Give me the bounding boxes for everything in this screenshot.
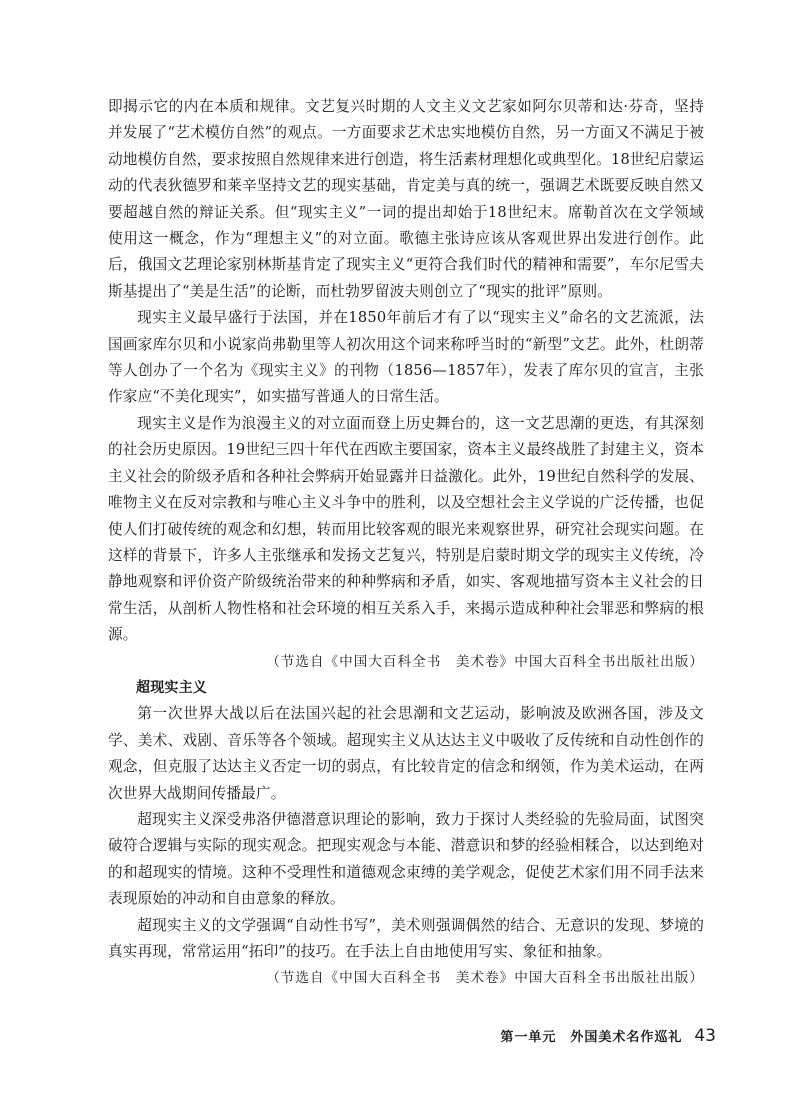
paragraph-surrealism-intro: 第一次世界大战以后在法国兴起的社会思潮和文艺运动，影响波及欧洲各国，涉及文学、美术、戏剧、音乐等各个领域。超现实主义从达达主义中吸收了反传统和自动性创作的观念，但克服了达达主义否定一切的弱点，有比较肯定的信念和纲领，作为美术运动，在两次世界大战期间传播最广。 bbox=[108, 705, 704, 802]
paragraph-realism-france: 现实主义最早盛行于法国，并在1850年前后才有了以“现实主义”命名的文艺流派，法国画家库尔贝和小说家尚弗勒里等人初次用这个词来称呼当时的“新型”文艺。此外，杜朗蒂等人创办了一个名为《现实主义》的刊物（1856—1857年），发表了库尔贝的宣言，主张作家应“不美化现实”，如实描写普通人的日常生活。 bbox=[108, 309, 704, 406]
paragraph-realism-history: 现实主义是作为浪漫主义的对立面而登上历史舞台的，这一文艺思潮的更迭，有其深刻的社会历史原因。19世纪三四十年代在西欧主要国家，资本主义最终战胜了封建主义，资本主义社会的阶级矛盾和各种社会弊病开始显露并日益激化。此外，19世纪自然科学的发展、唯物主义在反对宗教和与唯心主义斗争中的胜利，以及空想社会主义学说的广泛传播，也促使人们打破传统的观念和幻想，转而用比较客观的眼光来观察世界，研究社会现实问题。在这样的背景下，许多人主张继承和发扬文艺复兴，特别是启蒙时期文学的现实主义传统，冷静地观察和评价资产阶级统治带来的种种弊病和矛盾，如实、客观地描写资本主义社会的日常生活，从剖析人物性格和社会环境的相互关系入手，来揭示造成种种社会罪恶和弊病的根源。 bbox=[108, 414, 704, 644]
unit-label: 第一单元 外国美术名作巡礼 bbox=[500, 1030, 683, 1045]
page-footer bbox=[480, 1026, 716, 1046]
citation-surrealism: （节选自《中国大百科全书 美术卷》中国大百科全书出版社出版） bbox=[266, 970, 704, 987]
body-text bbox=[108, 94, 704, 992]
citation-realism: （节选自《中国大百科全书 美术卷》中国大百科全书出版社出版） bbox=[266, 653, 704, 670]
paragraph-surrealism-techniques: 超现实主义的文学强调“自动性书写”，美术则强调偶然的结合、无意识的发现、梦境的真实再现，常常运用“拓印”的技巧。在手法上自由地使用写实、象征和抽象。 bbox=[108, 916, 704, 960]
section-heading-surrealism: 超现实主义 bbox=[136, 679, 207, 696]
paragraph-surrealism-freud: 超现实主义深受弗洛伊德潜意识理论的影响，致力于探讨人类经验的先验局面，试图突破符合逻辑与实际的现实观念。把现实观念与本能、潜意识和梦的经验相糅合，以达到绝对的和超现实的情境。这种不受理性和道德观念束缚的美学观念，促使艺术家们用不同手法来表现原始的冲动和自由意象的释放。 bbox=[108, 810, 704, 908]
paragraph-continuation: 即揭示它的内在本质和规律。文艺复兴时期的人文主义文艺家如阿尔贝蒂和达·芬奇，坚持并发展了“艺术模仿自然”的观点。一方面要求艺术忠实地模仿自然，另一方面又不满足于被动地模仿自然，要求按照自然规律来进行创造，将生活素材理想化或典型化。18世纪启蒙运动的代表狄德罗和莱辛坚持文艺的现实基础，肯定美与真的统一，强调艺术既要反映自然又要超越自然的辩证关系。但“现实主义”一词的提出却始于18世纪末。席勒首次在文学领域使用这一概念，作为“理想主义”的对立面。歌德主张诗应该从客观世界出发进行创作。此后，俄国文艺理论家别林斯基肯定了现实主义“更符合我们时代的精神和需要”，车尔尼雪夫斯基提出了“美是生活”的论断，而杜勃罗留波夫则创立了“现实的批评”原则。 bbox=[108, 98, 704, 300]
page-number: 43 bbox=[694, 1026, 716, 1046]
